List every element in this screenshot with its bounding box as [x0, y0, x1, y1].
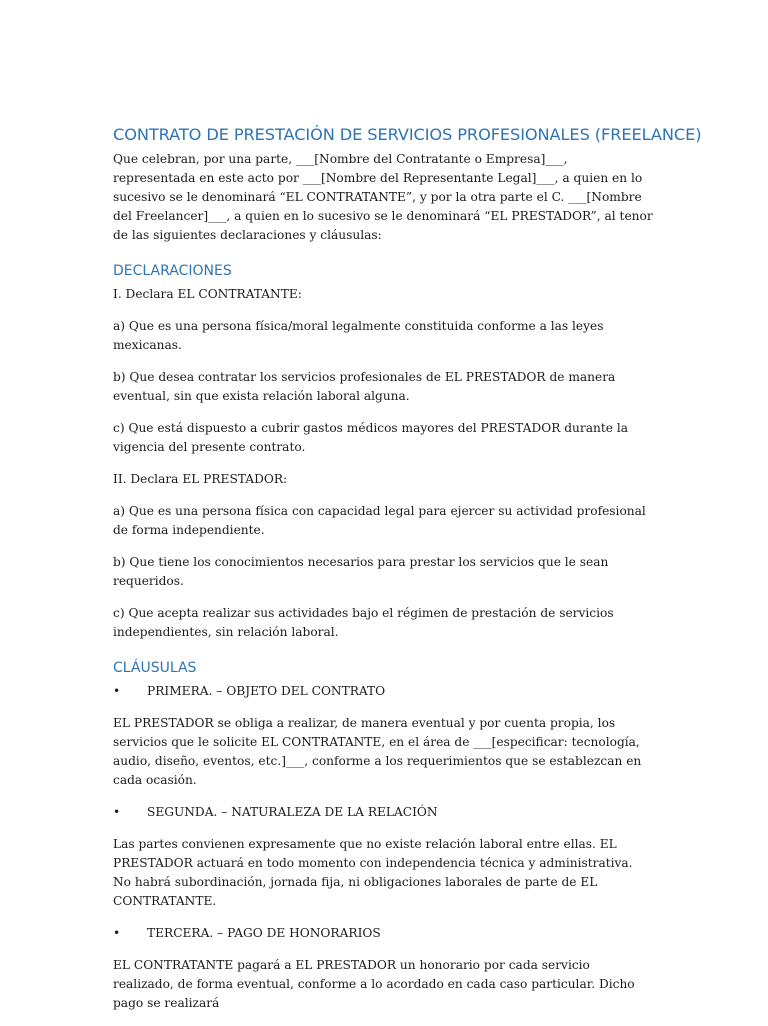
prestador-declaration-a: a) Que es una persona física con capacidad legal para ejercer su actividad profesional de forma independiente.: [113, 504, 646, 537]
declaraciones-heading: DECLARACIONES: [113, 263, 232, 279]
clause-segunda-body: Las partes convienen expresamente que no existe relación laboral entre ellas. EL PRESTADOR actuará en todo momento con independencia técnica y administrativa. No habrá subordinación, jornada fija, ni obligaciones laborales de parte de EL CONTRATANTE.: [113, 837, 633, 908]
bullet-icon: •: [113, 926, 121, 940]
clausulas-heading: CLÁUSULAS: [113, 660, 197, 676]
contratante-declaration-b: b) Que desea contratar los servicios profesionales de EL PRESTADOR de manera eventual, sin que exista relación laboral alguna.: [113, 370, 616, 403]
clause-segunda-title: [113, 803, 653, 822]
intro-paragraph: Que celebran, por una parte, ___[Nombre del Contratante o Empresa]___, representada en este acto por ___[Nombre del Representante Legal]___, a quien en lo sucesivo se le denominará “EL CONTRATANTE”, y por la otra parte el C. ___[Nombre del Freelancer]___, a quien en lo sucesivo se le denominará “EL PRESTADOR”, al tenor de las siguientes declaraciones y cláusulas:: [113, 152, 653, 242]
document-title: CONTRATO DE PRESTACIÓN DE SERVICIOS PROFESIONALES (FREELANCE): [113, 125, 702, 144]
clause-primera-title: [113, 682, 653, 701]
clause-primera-body: EL PRESTADOR se obliga a realizar, de manera eventual y por cuenta propia, los servicios que le solicite EL CONTRATANTE, en el área de ___[especificar: tecnología, audio, diseño, eventos, etc.]___, conforme a los requerimientos que se establezcan en cada ocasión.: [113, 716, 642, 787]
prestador-declaration-heading: II. Declara EL PRESTADOR:: [113, 472, 288, 486]
bullet-icon: •: [113, 684, 121, 698]
prestador-declaration-b: b) Que tiene los conocimientos necesarios para prestar los servicios que le sean requeridos.: [113, 555, 609, 588]
prestador-declaration-c: c) Que acepta realizar sus actividades bajo el régimen de prestación de servicios independientes, sin relación laboral.: [113, 606, 614, 639]
contratante-declaration-c: c) Que está dispuesto a cubrir gastos médicos mayores del PRESTADOR durante la vigencia del presente contrato.: [113, 421, 628, 454]
clause-tercera-title: [113, 924, 653, 943]
clause-title-text: PRIMERA. – OBJETO DEL CONTRATO: [147, 684, 386, 698]
document-content: [113, 124, 702, 1026]
contratante-declaration-heading: I. Declara EL CONTRATANTE:: [113, 287, 302, 301]
clause-title-text: TERCERA. – PAGO DE HONORARIOS: [147, 926, 381, 940]
contratante-declaration-a: a) Que es una persona física/moral legalmente constituida conforme a las leyes mexicanas.: [113, 319, 604, 352]
clause-tercera-body: EL CONTRATANTE pagará a EL PRESTADOR un honorario por cada servicio realizado, de forma eventual, conforme a lo acordado en cada caso particular. Dicho pago se realizará: [113, 958, 635, 1010]
clause-title-text: SEGUNDA. – NATURALEZA DE LA RELACIÓN: [147, 805, 438, 819]
bullet-icon: •: [113, 805, 121, 819]
